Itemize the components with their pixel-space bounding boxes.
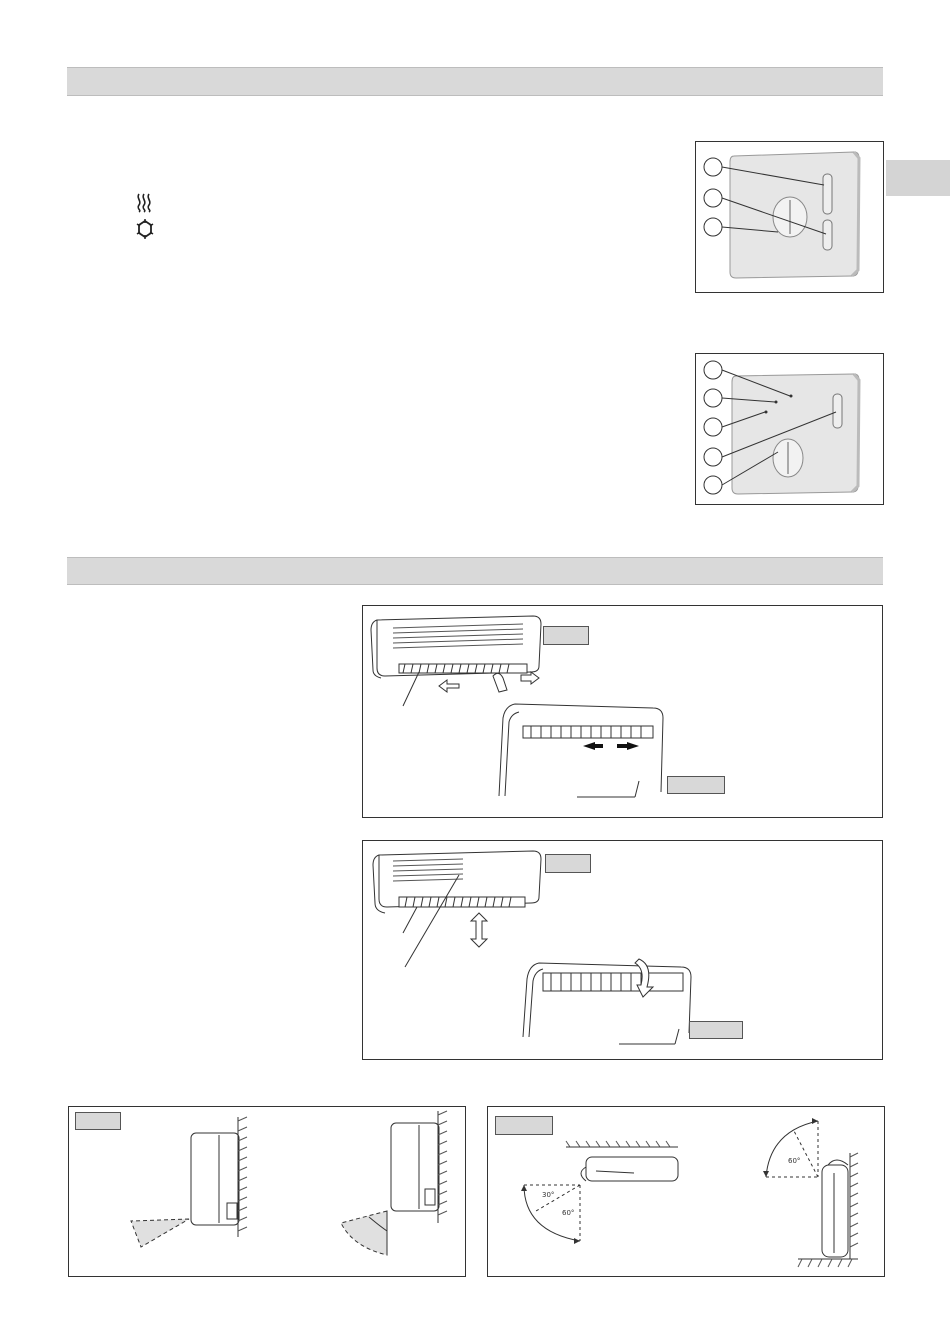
figure-tag-ceiling-floor-angles xyxy=(495,1116,553,1135)
louver-vertical-figure xyxy=(362,840,883,1060)
angle-label-ceiling-lower: 60° xyxy=(562,1209,575,1217)
louver-horizontal-figure xyxy=(362,605,883,818)
heat-waves-icon xyxy=(135,193,153,218)
thermostat-figure-2 xyxy=(695,353,884,505)
section-header-band-1 xyxy=(67,67,883,96)
figure-tag-floor-unit-2 xyxy=(689,1021,743,1039)
snowflake-icon xyxy=(135,219,155,244)
angle-label-ceiling-upper: 30° xyxy=(542,1191,555,1199)
section-header-band-2 xyxy=(67,557,883,585)
angle-label-floor-upper: 60° xyxy=(788,1157,801,1165)
figure-tag-wall-angles xyxy=(75,1112,121,1130)
chapter-tab xyxy=(886,160,950,196)
wall-unit-airflow-figure xyxy=(68,1106,466,1277)
figure-tag-floor-unit-1 xyxy=(667,776,725,794)
figure-tag-wall-unit-1 xyxy=(543,626,589,645)
ceiling-floor-airflow-figure xyxy=(487,1106,885,1277)
thermostat-figure-1 xyxy=(695,141,884,293)
figure-tag-wall-unit-2 xyxy=(545,854,591,873)
